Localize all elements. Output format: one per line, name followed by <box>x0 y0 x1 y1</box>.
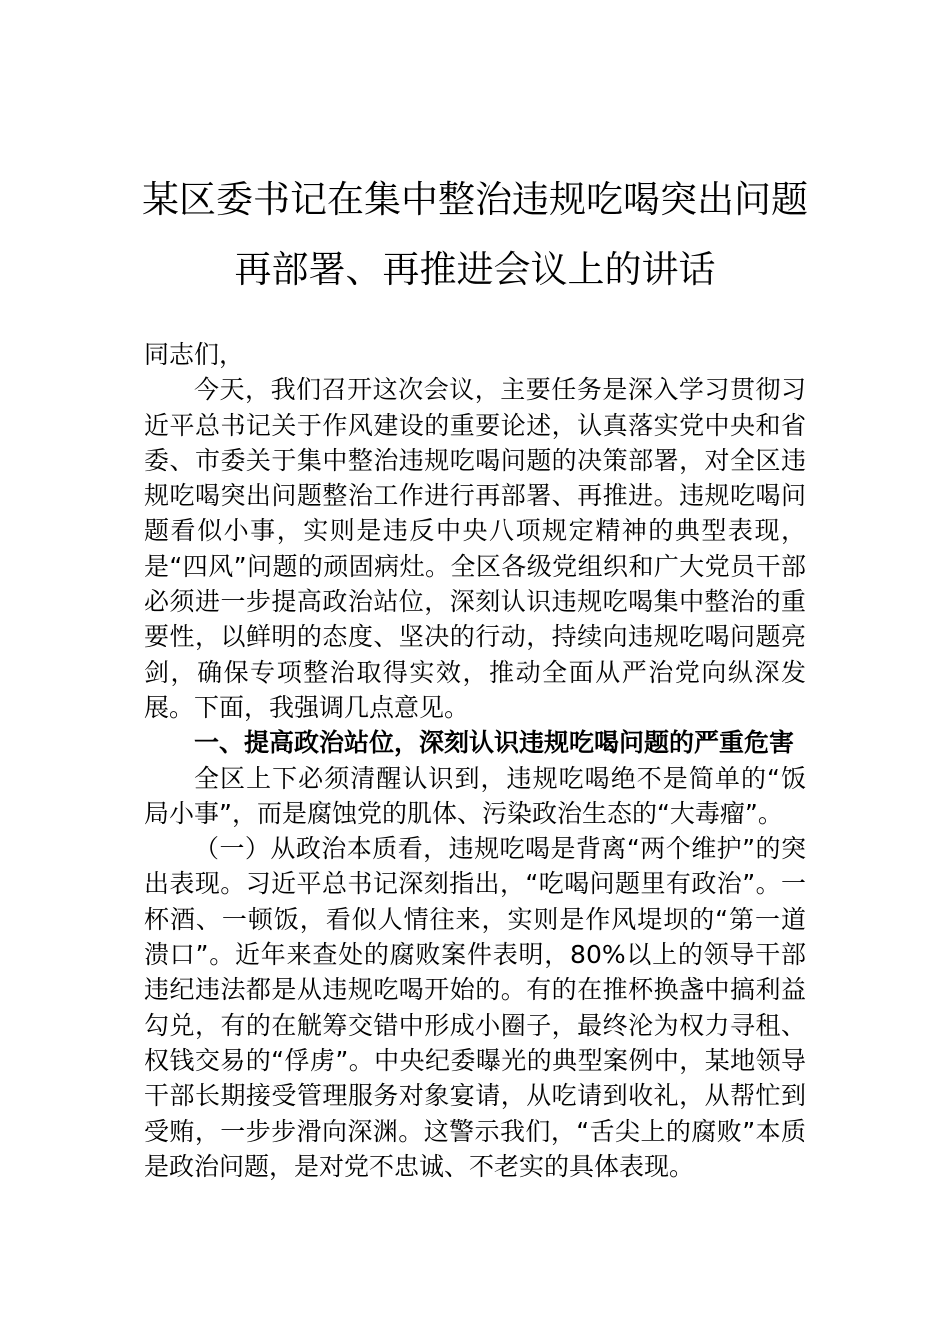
salutation: 同志们， <box>144 340 245 369</box>
paragraph-intro: 今天，我们召开这次会议，主要任务是深入学习贯彻习近平总书记关于作风建设的重要论述，认真落实党中央和省委、市委关于集中整治违规吃喝问题的决策部署，对全区违规吃喝突出问题整治工作进行再部署、再推进。违规吃喝问题看似小事，实则是违反中央八项规定精神的典型表现，是“四风”问题的顽固病灶。全区各级党组织和广大党员干部必须进一步提高政治站位，深刻认识违规吃喝集中整治的重要性，以鲜明的态度、坚决的行动，持续向违规吃喝问题亮剑，确保专项整治取得实效，推动全面从严治党向纵深发展。下面，我强调几点意见。 <box>144 375 806 722</box>
document-title-line-1: 某区委书记在集中整治违规吃喝突出问题 <box>142 178 808 221</box>
paragraph-section-1-lead: 全区上下必须清醒认识到，违规吃喝绝不是简单的“饭局小事”，而是腐蚀党的肌体、污染政治生态的“大毒瘤”。 <box>144 763 806 828</box>
document-title-line-2: 再部署、再推进会议上的讲话 <box>234 248 716 291</box>
section-heading-1: 一、提高政治站位，深刻认识违规吃喝问题的严重危害 <box>194 728 795 758</box>
paragraph-subsection-1: （一）从政治本质看，违规吃喝是背离“两个维护”的突出表现。习近平总书记深刻指出，“吃喝问题里有政治”。一杯酒、一顿饭，看似人情往来，实则是作风堤坝的“第一道溃口”。近年来查处的腐败案件表明，80%以上的领导干部违纪违法都是从违规吃喝开始的。有的在推杯换盏中搞利益勾兑，有的在觥筹交错中形成小圈子，最终沦为权力寻租、权钱交易的“俘虏”。中央纪委曝光的典型案例中，某地领导干部长期接受管理服务对象宴请，从吃请到收礼，从帮忙到受贿，一步步滑向深渊。这警示我们，“舌尖上的腐败”本质是政治问题，是对党不忠诚、不老实的具体表现。 <box>144 834 806 1181</box>
document-body <box>144 337 806 1184</box>
